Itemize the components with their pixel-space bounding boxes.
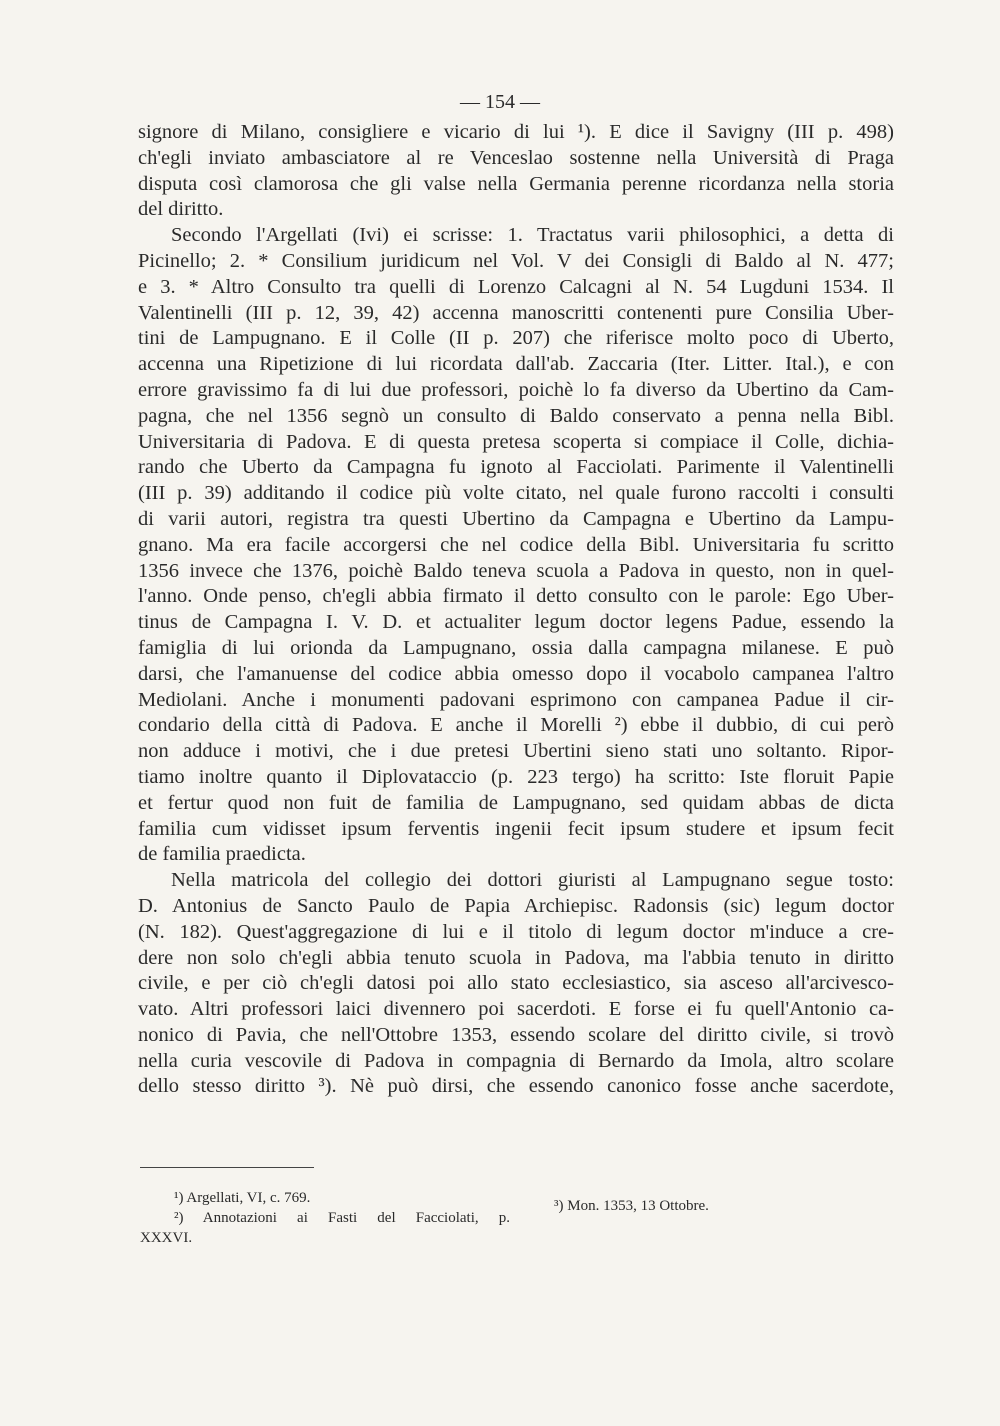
text-line: famiglia di lui orionda da Lampugnano, ossia dalla campagna milanese. E può bbox=[138, 636, 894, 659]
text-line: tinus de Campagna I. V. D. et actualiter legum doctor legens Padue, essendo la bbox=[138, 611, 894, 634]
text-line: dello stesso diritto ³). Nè può dirsi, che essendo canonico fosse anche sacerdote, bbox=[138, 1075, 894, 1098]
text-line: nonico di Pavia, che nell'Ottobre 1353, essendo scolare del diritto civile, si trovò bbox=[138, 1023, 894, 1046]
text-line: (III p. 39) additando il codice più volte citato, nel quale furono raccolti i consulti bbox=[138, 482, 894, 505]
text-line: (N. 182). Quest'aggregazione di lui e il titolo di legum doctor m'induce a cre- bbox=[138, 920, 894, 943]
text-line: gnano. Ma era facile accorgersi che nel codice della Bibl. Universitaria fu scritto bbox=[138, 533, 894, 556]
text-line: et fertur quod non fuit de familia de Lampugnano, sed quidam abbas de dicta bbox=[138, 791, 894, 814]
footnote-line: ³) Mon. 1353, 13 Ottobre. bbox=[554, 1198, 709, 1214]
text-line: rando che Uberto da Campagna fu ignoto al Facciolati. Parimente il Valentinelli bbox=[138, 456, 894, 479]
page-number: — 154 — bbox=[460, 91, 540, 113]
text-line: tiamo inoltre quanto il Diplovataccio (p. 223 tergo) ha scritto: Iste floruit Papie bbox=[138, 765, 894, 788]
text-line: errore gravissimo fa di lui due professori, poichè lo fa diverso da Ubertino da Cam- bbox=[138, 378, 894, 401]
text-line: e 3. * Altro Consulto tra quelli di Lorenzo Calcagni al N. 54 Lugduni 1534. Il bbox=[138, 275, 894, 298]
text-line: pagna, che nel 1356 segnò un consulto di Baldo conservato a penna nella Bibl. bbox=[138, 404, 894, 427]
text-line: dere non solo ch'egli abbia tenuto scuola in Padova, ma l'abbia tenuto in diritto bbox=[138, 946, 894, 969]
text-line: D. Antonius de Sancto Paulo de Papia Archiepisc. Radonsis (sic) legum doctor bbox=[138, 894, 894, 917]
text-line: 1356 invece che 1376, poichè Baldo teneva scuola a Padova in questo, non in quel- bbox=[138, 559, 894, 582]
footnotes-right-column bbox=[554, 1196, 874, 1216]
footnote-line: ¹) Argellati, VI, c. 769. bbox=[174, 1190, 311, 1206]
text-line: signore di Milano, consigliere e vicario di lui ¹). E dice il Savigny (III p. 498) bbox=[138, 121, 894, 143]
text-line: accenna una Ripetizione di lui ricordata dall'ab. Zaccaria (Iter. Litter. Ital.), e con bbox=[138, 353, 894, 376]
text-line: disputa così clamorosa che gli valse nella Germania perenne ricordanza nella storia bbox=[138, 172, 894, 195]
text-line: Secondo l'Argellati (Ivi) ei scrisse: 1. Tractatus varii philosophici, a detta di bbox=[171, 224, 894, 247]
text-line: vato. Altri professori laici divennero poi sacerdoti. E forse ei fu quell'Antonio ca- bbox=[138, 998, 894, 1021]
text-line: civile, e per ciò ch'egli datosi poi allo stato ecclesiastico, sia asceso all'arcivesco- bbox=[138, 972, 894, 995]
footnote-line: XXXVI. bbox=[140, 1230, 193, 1246]
text-line: tini de Lampugnano. E il Colle (II p. 207) che riferisce molto poco di Uberto, bbox=[138, 327, 894, 350]
footnotes-left-column bbox=[140, 1188, 510, 1248]
text-line: ch'egli inviato ambasciatore al re Venceslao sostenne nella Università di Praga bbox=[138, 146, 894, 169]
text-line: di varii autori, registra tra questi Ubertino da Campagna e Ubertino da Lampu- bbox=[138, 507, 894, 530]
text-line: Picinello; 2. * Consilium juridicum nel Vol. V dei Consigli di Baldo al N. 477; bbox=[138, 249, 894, 272]
text-line: Universitaria di Padova. E di questa pretesa scoperta si compiace il Colle, dichia- bbox=[138, 430, 894, 453]
footnote-line: ²) Annotazioni ai Fasti del Facciolati, p. bbox=[174, 1210, 510, 1226]
text-line: Mediolani. Anche i monumenti padovani esprimono con campanea Padue il cir- bbox=[138, 688, 894, 711]
footnote-divider bbox=[140, 1167, 314, 1168]
text-line: nella curia vescovile di Padova in compagnia di Bernardo da Imola, altro scolare bbox=[138, 1049, 894, 1072]
text-line: Valentinelli (III p. 12, 39, 42) accenna manoscritti contenenti pure Consilia Uber- bbox=[138, 301, 894, 324]
text-line: familia cum vidisset ipsum ferventis ingenii fecit ipsum studere et ipsum fecit bbox=[138, 817, 894, 840]
text-line: de familia praedicta. bbox=[138, 843, 306, 866]
text-line: Nella matricola del collegio dei dottori giuristi al Lampugnano segue tosto: bbox=[171, 869, 894, 892]
text-line: condario della città di Padova. E anche il Morelli ²) ebbe il dubbio, di cui però bbox=[138, 714, 894, 737]
main-text bbox=[138, 120, 894, 1100]
text-line: l'anno. Onde penso, ch'egli abbia firmato il detto consulto con le parole: Ego Uber- bbox=[138, 585, 894, 608]
text-line: del diritto. bbox=[138, 198, 224, 221]
text-line: non adduce i motivi, che i due pretesi Ubertini sieno stati uno soltanto. Ripor- bbox=[138, 740, 894, 763]
text-line: darsi, che l'amanuense del codice abbia omesso dopo il vocabolo campanea l'altro bbox=[138, 662, 894, 685]
